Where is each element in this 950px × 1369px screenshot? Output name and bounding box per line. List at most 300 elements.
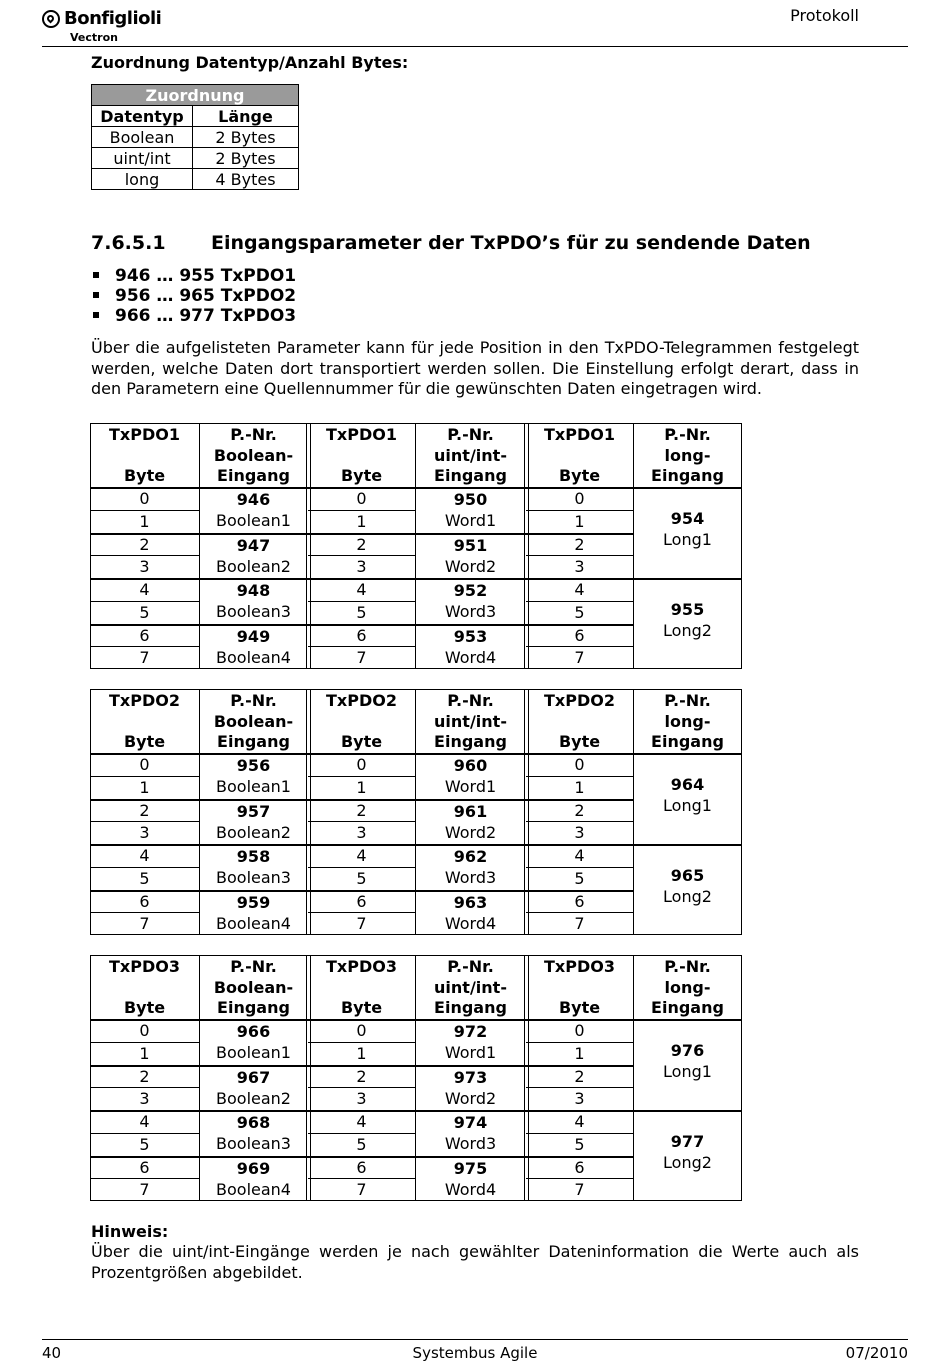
row-divider xyxy=(633,578,742,580)
header-divider xyxy=(90,753,742,755)
bool-param-cell xyxy=(199,626,308,672)
assignment-cell: 4 Bytes xyxy=(193,169,299,190)
row-divider xyxy=(90,646,199,647)
word-param-cell xyxy=(415,535,526,581)
long-col-header xyxy=(633,957,742,1019)
list-item xyxy=(91,286,296,306)
word-param-cell xyxy=(415,626,526,672)
bullet-text: 956 … 965 TxPDO2 xyxy=(115,286,297,306)
row-divider xyxy=(415,624,526,626)
note-text: Über die uint/int-Eingänge werden je nach gewählter Dateninformation die Werte auch als Prozentgrößen abgebildet. xyxy=(91,1242,859,1282)
column-divider xyxy=(415,955,416,1201)
assignment-cell: long xyxy=(92,169,193,190)
row-divider xyxy=(526,1042,633,1043)
table-border xyxy=(90,955,91,1201)
header-line-text: long- xyxy=(664,445,711,465)
byte-col-header xyxy=(90,691,199,753)
header-line-text xyxy=(526,978,633,999)
row-divider xyxy=(308,1178,415,1179)
row-divider xyxy=(633,844,742,846)
param-name: Boolean1 xyxy=(216,511,291,530)
byte-cell: 6 xyxy=(356,891,367,911)
logo-icon xyxy=(42,10,60,28)
byte-cell: 2 xyxy=(139,534,150,554)
header-line-text: P.-Nr. xyxy=(664,957,711,976)
header-line-text: Boolean- xyxy=(213,711,294,731)
byte-cell: 5 xyxy=(139,1134,150,1154)
assignment-cell: 2 Bytes xyxy=(193,127,299,148)
byte-col-header xyxy=(526,691,633,753)
column-divider xyxy=(633,955,634,1201)
bullet-square-icon xyxy=(93,292,99,298)
byte-cell: 3 xyxy=(574,1089,585,1109)
param-name: Word4 xyxy=(444,647,497,667)
byte-cell: 6 xyxy=(139,891,150,911)
bool-param-cell xyxy=(199,489,308,535)
header-line-text: P.-Nr. xyxy=(664,425,711,444)
table-border xyxy=(90,423,91,669)
row-divider xyxy=(90,1178,199,1179)
txpdo3-table xyxy=(90,955,742,1201)
param-name: Word2 xyxy=(444,556,497,576)
byte-cell: 6 xyxy=(139,625,150,645)
row-divider xyxy=(308,844,415,846)
row-divider xyxy=(90,555,199,556)
byte-cell: 6 xyxy=(574,1157,585,1177)
header-line-text xyxy=(90,712,199,733)
row-divider xyxy=(308,510,415,511)
param-name: Long2 xyxy=(663,621,712,640)
header-line-text: Eingang xyxy=(217,732,290,751)
param-number: 958 xyxy=(236,847,271,866)
row-divider xyxy=(526,646,633,647)
row-divider xyxy=(308,1110,415,1112)
bool-param-cell xyxy=(199,1112,308,1158)
header-line-text: Byte xyxy=(123,998,166,1017)
word-param-cell xyxy=(415,1021,526,1067)
column-divider xyxy=(199,689,200,935)
byte-cell: 1 xyxy=(356,511,367,531)
header-line-text: P.-Nr. xyxy=(447,425,494,444)
intro-paragraph: Über die aufgelisteten Parameter kann für jede Position in den TxPDO-Telegrammen festgelegt werden, welche Daten dort transportiert werden sollen. Die Einstellung erfolgt derart, dass in den Parametern eine Quellennummer für die gewünschten Daten eingetragen wird. xyxy=(91,338,859,398)
section-number: 7.6.5.1 xyxy=(91,232,166,254)
byte-cell: 7 xyxy=(574,914,585,934)
row-divider xyxy=(308,799,415,801)
param-number: 954 xyxy=(670,509,705,528)
bool-param-cell xyxy=(199,846,308,892)
byte-cell: 1 xyxy=(139,1043,150,1063)
row-divider xyxy=(90,510,199,511)
header-line-text: Boolean- xyxy=(213,977,294,997)
table-border xyxy=(90,955,742,956)
row-divider xyxy=(526,1178,633,1179)
group-divider xyxy=(524,689,529,935)
header-line-text: Eingang xyxy=(217,466,290,485)
byte-cell: 3 xyxy=(356,557,367,577)
row-divider xyxy=(415,1156,526,1158)
header-line-text: Byte xyxy=(558,466,601,485)
column-divider xyxy=(199,955,200,1201)
row-divider xyxy=(199,1065,308,1067)
byte-col-header xyxy=(308,691,415,753)
byte-cell: 3 xyxy=(574,823,585,843)
table-row xyxy=(92,148,299,169)
byte-cell: 5 xyxy=(574,602,585,622)
row-divider xyxy=(90,1133,199,1134)
byte-cell: 1 xyxy=(574,777,585,797)
param-number: 956 xyxy=(236,756,271,775)
header-line-text xyxy=(526,446,633,467)
byte-cell: 0 xyxy=(574,489,585,508)
header-line-text: P.-Nr. xyxy=(230,425,277,444)
assignment-col-datatype: Datentyp xyxy=(92,106,193,127)
byte-cell: 5 xyxy=(574,868,585,888)
long-col-header xyxy=(633,425,742,487)
byte-cell: 3 xyxy=(574,557,585,577)
table-border xyxy=(741,423,742,669)
param-number: 968 xyxy=(236,1113,271,1132)
bool-col-header xyxy=(199,425,308,487)
byte-cell: 5 xyxy=(139,602,150,622)
bool-param-cell xyxy=(199,1021,308,1067)
column-divider xyxy=(415,689,416,935)
header-line-text: uint/int- xyxy=(434,445,507,465)
row-divider xyxy=(90,776,199,777)
byte-cell: 2 xyxy=(574,800,585,820)
byte-cell: 7 xyxy=(139,914,150,934)
param-number: 957 xyxy=(236,801,271,821)
header-line-text xyxy=(308,712,415,733)
param-number: 960 xyxy=(453,756,488,775)
logo-subbrand: Vectron xyxy=(70,31,118,44)
column-divider xyxy=(633,423,634,669)
row-divider xyxy=(415,533,526,535)
row-divider xyxy=(90,533,199,535)
group-divider xyxy=(524,423,529,669)
byte-cell: 6 xyxy=(356,625,367,645)
row-divider xyxy=(526,1110,633,1112)
header-line-text: Eingang xyxy=(434,998,507,1017)
header-line-text: TxPDO2 xyxy=(544,691,615,710)
byte-cell: 2 xyxy=(139,1066,150,1086)
group-divider xyxy=(306,955,311,1201)
byte-cell: 6 xyxy=(356,1157,367,1177)
byte-cell: 4 xyxy=(139,580,150,599)
bullet-square-icon xyxy=(93,272,99,278)
row-divider xyxy=(199,578,308,580)
header-line-text: TxPDO3 xyxy=(326,957,397,976)
header-line-text: Eingang xyxy=(651,732,724,751)
long-param-cell xyxy=(633,1040,742,1110)
note-title: Hinweis: xyxy=(91,1222,169,1241)
row-divider xyxy=(308,1065,415,1067)
row-divider xyxy=(633,1110,742,1112)
param-name: Word4 xyxy=(444,1179,497,1199)
param-name: Boolean1 xyxy=(216,1043,291,1062)
header-divider xyxy=(90,487,742,489)
row-divider xyxy=(526,533,633,535)
byte-cell: 2 xyxy=(356,534,367,554)
header-line-text: Boolean- xyxy=(213,445,294,465)
footer-divider xyxy=(42,1339,908,1340)
column-divider xyxy=(415,423,416,669)
byte-cell: 4 xyxy=(139,846,150,865)
param-name: Word2 xyxy=(444,822,497,842)
row-divider xyxy=(526,867,633,868)
param-name: Boolean3 xyxy=(216,868,291,887)
param-number: 976 xyxy=(670,1041,705,1060)
byte-cell: 0 xyxy=(139,489,150,508)
list-item xyxy=(91,306,296,326)
row-divider xyxy=(308,555,415,556)
byte-cell: 7 xyxy=(574,648,585,668)
header-line-text: P.-Nr. xyxy=(447,957,494,976)
byte-cell: 2 xyxy=(356,800,367,820)
param-name: Long2 xyxy=(663,1153,712,1172)
byte-cell: 0 xyxy=(139,755,150,774)
bullet-text: 966 … 977 TxPDO3 xyxy=(115,306,297,326)
byte-cell: 5 xyxy=(574,1134,585,1154)
param-name: Boolean1 xyxy=(216,777,291,796)
byte-cell: 5 xyxy=(356,1134,367,1154)
row-divider xyxy=(415,799,526,801)
byte-cell: 7 xyxy=(356,648,367,668)
byte-cell: 1 xyxy=(574,1043,585,1063)
word-col-header xyxy=(415,691,526,753)
table-border xyxy=(90,423,742,424)
param-number: 973 xyxy=(453,1067,488,1087)
footer-date: 07/2010 xyxy=(845,1344,908,1362)
word-col-header xyxy=(415,425,526,487)
row-divider xyxy=(308,624,415,626)
row-divider xyxy=(90,890,199,892)
row-divider xyxy=(526,799,633,801)
param-name: Word1 xyxy=(444,777,497,796)
header-line-text: Byte xyxy=(558,998,601,1017)
row-divider xyxy=(199,1156,308,1158)
row-divider xyxy=(308,776,415,777)
param-name: Boolean4 xyxy=(216,1179,291,1199)
param-number: 962 xyxy=(453,847,488,866)
header-line-text xyxy=(90,978,199,999)
param-name: Boolean4 xyxy=(216,913,291,933)
long-param-cell xyxy=(633,865,742,935)
param-number: 961 xyxy=(453,801,488,821)
byte-cell: 7 xyxy=(574,1180,585,1200)
byte-cell: 3 xyxy=(139,557,150,577)
param-name: Word1 xyxy=(444,1043,497,1062)
byte-cell: 2 xyxy=(574,1066,585,1086)
table-row xyxy=(92,169,299,190)
table-border xyxy=(90,934,742,935)
txpdo1-table xyxy=(90,423,742,669)
row-divider xyxy=(526,776,633,777)
param-name: Word2 xyxy=(444,1088,497,1108)
header-line-text: Byte xyxy=(123,466,166,485)
row-divider xyxy=(415,1065,526,1067)
byte-cell: 5 xyxy=(139,868,150,888)
assignment-caption: Zuordnung xyxy=(92,85,299,106)
table-row xyxy=(92,127,299,148)
company-logo xyxy=(42,8,172,44)
byte-col-header xyxy=(308,425,415,487)
param-number: 948 xyxy=(236,581,271,600)
param-name: Word3 xyxy=(444,602,497,621)
row-divider xyxy=(308,1156,415,1158)
byte-col-header xyxy=(526,957,633,1019)
long-param-cell xyxy=(633,599,742,669)
table-border xyxy=(741,955,742,1201)
byte-cell: 7 xyxy=(356,914,367,934)
bool-param-cell xyxy=(199,1067,308,1113)
byte-cell: 0 xyxy=(574,755,585,774)
byte-cell: 1 xyxy=(139,777,150,797)
row-divider xyxy=(415,890,526,892)
long-param-cell xyxy=(633,1131,742,1201)
byte-cell: 5 xyxy=(356,602,367,622)
byte-cell: 1 xyxy=(574,511,585,531)
header-line-text: Eingang xyxy=(434,732,507,751)
param-number: 975 xyxy=(453,1158,488,1178)
row-divider xyxy=(526,510,633,511)
byte-cell: 0 xyxy=(356,755,367,774)
row-divider xyxy=(199,533,308,535)
header-section-label: Protokoll xyxy=(790,6,859,25)
assignment-col-length: Länge xyxy=(193,106,299,127)
txpdo2-table xyxy=(90,689,742,935)
header-line-text xyxy=(308,978,415,999)
table-border xyxy=(741,689,742,935)
param-name: Boolean2 xyxy=(216,556,291,576)
bool-param-cell xyxy=(199,892,308,938)
param-name: Long1 xyxy=(663,796,712,815)
word-col-header xyxy=(415,957,526,1019)
long-col-header xyxy=(633,691,742,753)
row-divider xyxy=(415,578,526,580)
bullet-square-icon xyxy=(93,312,99,318)
header-line-text: Byte xyxy=(340,998,383,1017)
param-number: 967 xyxy=(236,1067,271,1087)
column-divider xyxy=(633,689,634,935)
byte-col-header xyxy=(526,425,633,487)
byte-cell: 0 xyxy=(574,1021,585,1040)
param-name: Word3 xyxy=(444,1134,497,1153)
row-divider xyxy=(90,912,199,913)
header-line-text xyxy=(90,446,199,467)
table-border xyxy=(90,689,91,935)
byte-cell: 1 xyxy=(356,777,367,797)
word-param-cell xyxy=(415,580,526,626)
bullet-text: 946 … 955 TxPDO1 xyxy=(115,266,297,286)
list-item xyxy=(91,266,296,286)
row-divider xyxy=(415,1110,526,1112)
param-number: 946 xyxy=(236,490,271,509)
param-number: 955 xyxy=(670,600,705,619)
header-divider xyxy=(42,46,908,47)
byte-cell: 2 xyxy=(139,800,150,820)
bool-col-header xyxy=(199,691,308,753)
row-divider xyxy=(308,1042,415,1043)
bool-col-header xyxy=(199,957,308,1019)
header-line-text: P.-Nr. xyxy=(447,691,494,710)
header-line-text: TxPDO2 xyxy=(109,691,180,710)
header-line-text: Eingang xyxy=(651,466,724,485)
word-param-cell xyxy=(415,755,526,801)
header-line-text: long- xyxy=(664,977,711,997)
byte-cell: 2 xyxy=(356,1066,367,1086)
row-divider xyxy=(526,1156,633,1158)
row-divider xyxy=(90,844,199,846)
table-border xyxy=(90,1200,742,1201)
param-number: 947 xyxy=(236,535,271,555)
long-param-cell xyxy=(633,508,742,578)
long-param-cell xyxy=(633,774,742,844)
param-number: 966 xyxy=(236,1022,271,1041)
row-divider xyxy=(90,867,199,868)
row-divider xyxy=(90,799,199,801)
row-divider xyxy=(90,821,199,822)
header-divider xyxy=(90,1019,742,1021)
header-line-text: TxPDO3 xyxy=(109,957,180,976)
row-divider xyxy=(90,1087,199,1088)
byte-cell: 4 xyxy=(139,1112,150,1131)
word-param-cell xyxy=(415,1067,526,1113)
byte-cell: 5 xyxy=(356,868,367,888)
header-line-text xyxy=(526,712,633,733)
row-divider xyxy=(526,624,633,626)
row-divider xyxy=(199,890,308,892)
assignment-cell: uint/int xyxy=(92,148,193,169)
header-line-text: TxPDO1 xyxy=(326,425,397,444)
row-divider xyxy=(90,578,199,580)
row-divider xyxy=(526,1065,633,1067)
byte-cell: 3 xyxy=(356,823,367,843)
byte-col-header xyxy=(90,425,199,487)
header-line-text: uint/int- xyxy=(434,711,507,731)
group-divider xyxy=(306,423,311,669)
byte-cell: 4 xyxy=(574,1112,585,1131)
param-name: Word1 xyxy=(444,511,497,530)
row-divider xyxy=(90,1065,199,1067)
row-divider xyxy=(90,1110,199,1112)
byte-cell: 6 xyxy=(574,625,585,645)
param-number: 965 xyxy=(670,866,705,885)
byte-cell: 3 xyxy=(139,823,150,843)
row-divider xyxy=(308,646,415,647)
row-divider xyxy=(90,624,199,626)
param-name: Boolean2 xyxy=(216,1088,291,1108)
byte-cell: 2 xyxy=(574,534,585,554)
word-param-cell xyxy=(415,801,526,847)
row-divider xyxy=(308,821,415,822)
row-divider xyxy=(199,799,308,801)
byte-cell: 3 xyxy=(139,1089,150,1109)
byte-cell: 4 xyxy=(356,580,367,599)
row-divider xyxy=(526,821,633,822)
row-divider xyxy=(308,890,415,892)
param-name: Word3 xyxy=(444,868,497,887)
byte-col-header xyxy=(308,957,415,1019)
param-number: 949 xyxy=(236,626,271,646)
row-divider xyxy=(308,1087,415,1088)
byte-cell: 0 xyxy=(139,1021,150,1040)
section-title: Eingangsparameter der TxPDO’s für zu sendende Daten xyxy=(211,232,811,254)
row-divider xyxy=(308,867,415,868)
header-line-text: Byte xyxy=(558,732,601,751)
param-name: Boolean2 xyxy=(216,822,291,842)
row-divider xyxy=(308,578,415,580)
table-border xyxy=(90,689,742,690)
